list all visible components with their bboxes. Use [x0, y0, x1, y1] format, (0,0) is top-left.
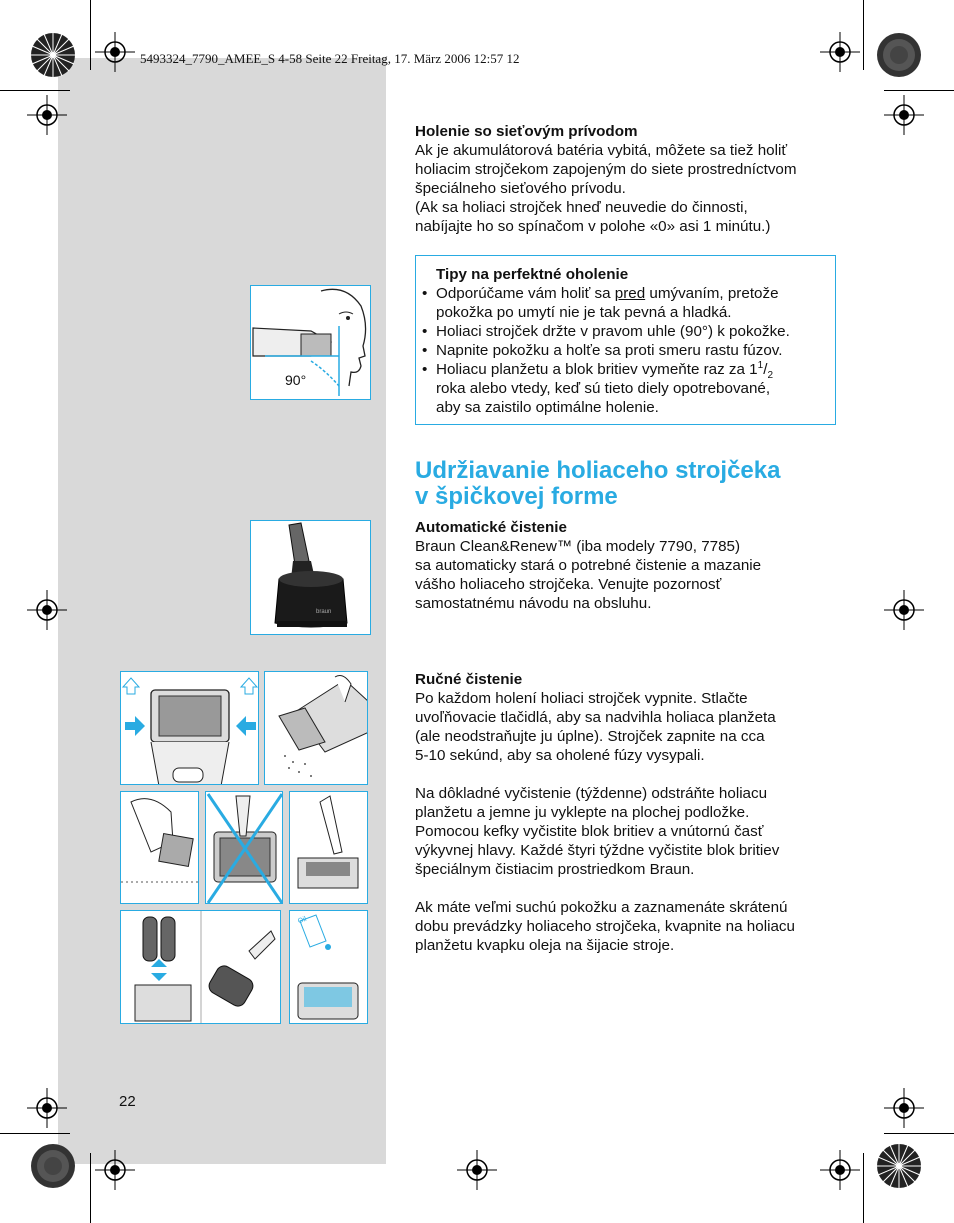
cleaning-station-icon	[251, 521, 371, 635]
shaving-angle-illustration	[250, 285, 371, 400]
registration-crosshair-icon	[884, 1088, 924, 1128]
prohibited-cross-icon	[206, 792, 283, 904]
tap-out-hairs-illustration	[264, 671, 368, 785]
section-title: Holenie so sieťovým prívodom	[415, 123, 638, 140]
body-line: sa automaticky stará o potrebné čistenie a mazanie	[415, 557, 762, 574]
brand-label: braun	[316, 609, 332, 615]
cutter-block-icon	[121, 911, 281, 1024]
bullet-icon: •	[422, 285, 428, 302]
cutter-block-removal-illustration	[120, 910, 281, 1024]
crop-mark	[863, 1153, 864, 1223]
body-line: výkyvnej hlavy. Každé štyri týždne vyčistite blok britiev	[415, 842, 780, 859]
registration-starburst-icon	[876, 1143, 922, 1189]
oil-foil-illustration	[289, 910, 368, 1024]
shaving-face-icon	[251, 286, 371, 400]
registration-crosshair-icon	[884, 95, 924, 135]
clean-renew-station-illustration	[250, 520, 371, 635]
registration-crosshair-icon	[95, 32, 135, 72]
crop-mark	[90, 1153, 91, 1223]
crop-mark	[863, 0, 864, 70]
oil-label: Oil	[297, 915, 308, 926]
manual-cleaning-section	[415, 670, 840, 955]
mains-shaving-section	[415, 122, 840, 236]
body-line: Ak máte veľmi suchú pokožku a zaznamenáte skrátenú	[415, 899, 788, 916]
body-line: Na dôkladné vyčistenie (týždenne) odstráňte holiacu	[415, 785, 768, 802]
registration-crosshair-icon	[884, 590, 924, 630]
body-line: Ak je akumulátorová batéria vybitá, môžete sa tiež holiť	[415, 142, 788, 159]
crop-mark	[0, 90, 70, 91]
tips-list	[420, 284, 830, 417]
bullet-icon: •	[422, 361, 428, 378]
body-line: Braun Clean&Renew™ (iba modely 7790, 7785)	[415, 538, 741, 555]
list-item: • Odporúčame vám holiť sa pred umývaním, pretože pokožka po umytí nie je tak pevná a hladká.	[422, 285, 779, 321]
shaver-tilted-icon	[265, 672, 368, 785]
angle-label: 90°	[285, 372, 307, 388]
list-item: • Holiacu planžetu a blok britiev vymeňte raz za $1^1/_2$ roka alebo vtedy, keď sú tieto diely opotrebované, aby sa zaistilo optimálne holenie.	[422, 359, 773, 416]
crop-mark	[90, 0, 91, 70]
registration-starburst-icon	[876, 32, 922, 78]
body-line: dobu prevádzky holiaceho strojčeka, kvapnite na holiacu	[415, 918, 795, 935]
registration-crosshair-icon	[820, 32, 860, 72]
section-title: Automatické čistenie	[415, 519, 567, 536]
list-item: • Napnite pokožku a holťe sa proti smeru rastu fúzov.	[422, 342, 783, 359]
tips-box	[415, 255, 836, 425]
auto-cleaning-section	[415, 518, 840, 613]
registration-crosshair-icon	[27, 1088, 67, 1128]
registration-crosshair-icon	[95, 1150, 135, 1190]
page-heading: Udržiavanie holiaceho strojčeka v špičkovej forme	[415, 457, 781, 510]
registration-starburst-icon	[30, 32, 76, 78]
bullet-icon: •	[422, 342, 428, 359]
body-line: holiacim strojčekom zapojeným do siete prostredníctvom	[415, 161, 797, 178]
list-item: • Holiaci strojček držte v pravom uhle (90°) k pokožke.	[422, 323, 790, 340]
tips-title: Tipy na perfektné oholenie	[436, 266, 629, 283]
brush-icon	[290, 792, 368, 904]
body-line: planžetu kvapku oleja na šijacie stroje.	[415, 937, 675, 954]
registration-crosshair-icon	[820, 1150, 860, 1190]
release-buttons-illustration	[120, 671, 259, 785]
body-line: uvoľňovacie tlačidlá, aby sa nadvihla holiaca planžeta	[415, 709, 776, 726]
do-not-brush-foil-illustration	[205, 791, 283, 904]
foil-tap-icon	[121, 792, 199, 904]
emphasis-underline: pred	[614, 285, 646, 302]
remove-foil-illustration	[120, 791, 199, 904]
body-line: (Ak sa holiaci strojček hneď neuvedie do činnosti,	[415, 199, 748, 216]
registration-crosshair-icon	[457, 1150, 497, 1190]
body-line: samostatnému návodu na obsluhu.	[415, 595, 652, 612]
body-line: (ale neodstraňujte ju úplne). Strojček zapnite na cca	[415, 728, 765, 745]
registration-crosshair-icon	[27, 95, 67, 135]
crop-mark	[0, 1133, 70, 1134]
bullet-icon: •	[422, 323, 428, 340]
oil-drop-icon	[290, 911, 368, 1024]
crop-mark	[884, 90, 954, 91]
body-line: nabíjajte ho so spínačom v polohe «0» asi 1 minútu.)	[415, 218, 771, 235]
crop-mark	[884, 1133, 954, 1134]
registration-crosshair-icon	[27, 590, 67, 630]
page-number: 22	[119, 1093, 136, 1110]
section-title: Ručné čistenie	[415, 671, 523, 688]
body-line: špeciálnym čistiacim prostriedkom Braun.	[415, 861, 695, 878]
body-line: Pomocou kefky vyčistite blok britiev a vnútornú časť	[415, 823, 764, 840]
body-line: vášho holiaceho strojčeka. Venujte pozornosť	[415, 576, 722, 593]
print-slug: 5493324_7790_AMEE_S 4-58 Seite 22 Freitag, 17. März 2006 12:57 12	[140, 51, 520, 66]
body-line: špeciálneho sieťového prívodu.	[415, 180, 626, 197]
body-line: planžetu a jemne ju vyklepte na plochej podložke.	[415, 804, 750, 821]
body-line: 5-10 sekúnd, aby sa oholené fúzy vysypali.	[415, 747, 705, 764]
brush-cutter-illustration	[289, 791, 368, 904]
foil-release-icon	[121, 672, 259, 785]
registration-starburst-icon	[30, 1143, 76, 1189]
body-line: Po každom holení holiaci strojček vypnite. Stlačte	[415, 690, 748, 707]
